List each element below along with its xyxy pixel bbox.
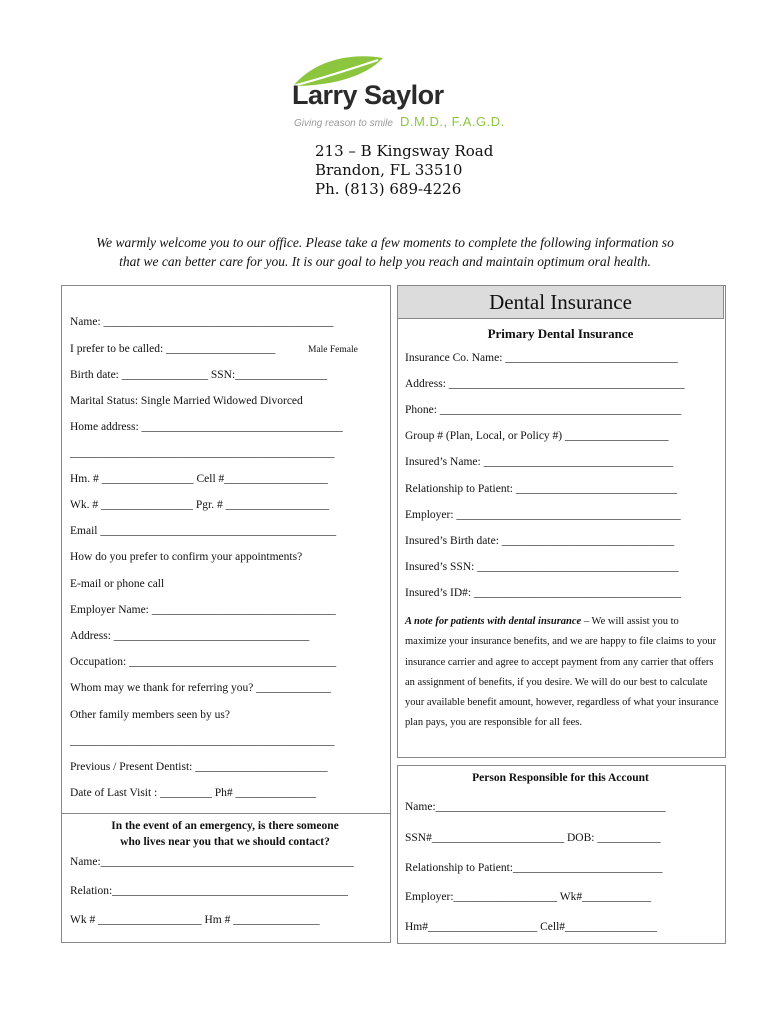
family-members-field[interactable]: ______________________________________________ xyxy=(70,735,335,747)
home-cell-phone-field[interactable]: Hm. # ________________ Cell #__________________ xyxy=(70,473,328,485)
city: Brandon, FL 33510 xyxy=(315,161,463,179)
practice-logo xyxy=(288,52,508,132)
emergency-phones-field[interactable]: Wk # __________________ Hm # _______________ xyxy=(70,914,320,926)
insured-ssn-field[interactable]: Insured’s SSN: ___________________________________ xyxy=(405,561,679,573)
primary-insurance-title: Primary Dental Insurance xyxy=(487,326,634,341)
responsible-ssn-dob-field[interactable]: SSN#_______________________ DOB: ___________ xyxy=(405,832,661,844)
responsible-relationship-field[interactable]: Relationship to Patient:__________________________ xyxy=(405,862,663,874)
employer-field[interactable]: Employer Name: ________________________________ xyxy=(70,604,336,616)
employer-address-field[interactable]: Address: __________________________________ xyxy=(70,630,310,642)
responsible-name-field[interactable]: Name:________________________________________ xyxy=(405,801,666,813)
home-address-field[interactable]: Home address: ___________________________________ xyxy=(70,421,343,433)
insured-id-field[interactable]: Insured’s ID#: ____________________________________ xyxy=(405,587,681,599)
confirm-options[interactable]: E-mail or phone call xyxy=(70,578,165,590)
last-visit-field[interactable]: Date of Last Visit : _________ Ph# ______________ xyxy=(70,787,317,799)
welcome-text: We warmly welcome you to our office. Please take a few moments to complete the following information so that we can better care for you. It is our goal to help you reach and maintain optimum oral health. xyxy=(96,235,674,269)
insured-name-field[interactable]: Insured’s Name: _________________________________ xyxy=(405,456,674,468)
emergency-name-field[interactable]: Name:____________________________________________ xyxy=(70,856,354,868)
practice-name: Larry Saylor xyxy=(292,80,444,110)
insured-birth-field[interactable]: Insured’s Birth date: ______________________________ xyxy=(405,535,675,547)
birth-ssn-field[interactable]: Birth date: _______________ SSN:________________ xyxy=(70,369,328,381)
credentials: D.M.D., F.A.G.D. xyxy=(400,114,505,129)
insurance-company-field[interactable]: Insurance Co. Name: ______________________________ xyxy=(405,352,678,364)
insurance-phone-field[interactable]: Phone: __________________________________________ xyxy=(405,404,682,416)
responsible-person-box xyxy=(397,765,726,944)
street: 213 – B Kingsway Road xyxy=(315,142,494,160)
insurance-note-text: – We will assist you to maximize your insurance benefits, and we are happy to file claims to your insurance carrier and agree to accept payment from any carrier that offers an assignment of benefits, if you desire. We will do our best to calculate your available benefit amount, however, regardless of what your insurance plan pays, you are responsible for all fees. xyxy=(405,616,719,729)
insurance-address-field[interactable]: Address: _________________________________________ xyxy=(405,378,685,390)
work-pager-field[interactable]: Wk. # ________________ Pgr. # __________________ xyxy=(70,499,330,511)
tagline: Giving reason to smile xyxy=(294,118,393,129)
name-field[interactable]: Name: ________________________________________ xyxy=(70,316,334,328)
responsible-title: Person Responsible for this Account xyxy=(472,772,649,784)
confirm-question: How do you prefer to confirm your appointments? xyxy=(70,551,303,563)
group-number-field[interactable]: Group # (Plan, Local, or Policy #) __________________ xyxy=(405,430,669,442)
emergency-title: In the event of an emergency, is there someone who lives near you that we should contact? xyxy=(111,820,339,848)
preferred-name-field[interactable]: I prefer to be called: ___________________ xyxy=(70,343,276,355)
practice-address xyxy=(315,142,493,199)
email-field[interactable]: Email _________________________________________ xyxy=(70,525,337,537)
responsible-phones-field[interactable]: Hm#___________________ Cell#________________ xyxy=(405,921,658,933)
insured-employer-field[interactable]: Employer: _______________________________________ xyxy=(405,509,681,521)
phone: Ph. (813) 689-4226 xyxy=(315,180,462,198)
responsible-employer-field[interactable]: Employer:__________________ Wk#____________ xyxy=(405,891,652,903)
home-address-line2[interactable]: ______________________________________________ xyxy=(70,447,335,459)
referral-field[interactable]: Whom may we thank for referring you? _____________ xyxy=(70,682,331,694)
occupation-field[interactable]: Occupation: ____________________________________ xyxy=(70,656,337,668)
dental-insurance-header: Dental Insurance xyxy=(397,285,724,319)
insurance-note xyxy=(405,612,720,734)
relationship-field[interactable]: Relationship to Patient: ____________________________ xyxy=(405,483,677,495)
emergency-relation-field[interactable]: Relation:_________________________________________ xyxy=(70,885,348,897)
previous-dentist-field[interactable]: Previous / Present Dentist: _______________________ xyxy=(70,761,328,773)
family-members-question: Other family members seen by us? xyxy=(70,709,230,721)
gender-options[interactable]: Male Female xyxy=(308,345,358,355)
marital-status-options[interactable]: Marital Status: Single Married Widowed Divorced xyxy=(70,395,303,407)
insurance-note-label: A note for patients with dental insurance xyxy=(405,616,582,627)
